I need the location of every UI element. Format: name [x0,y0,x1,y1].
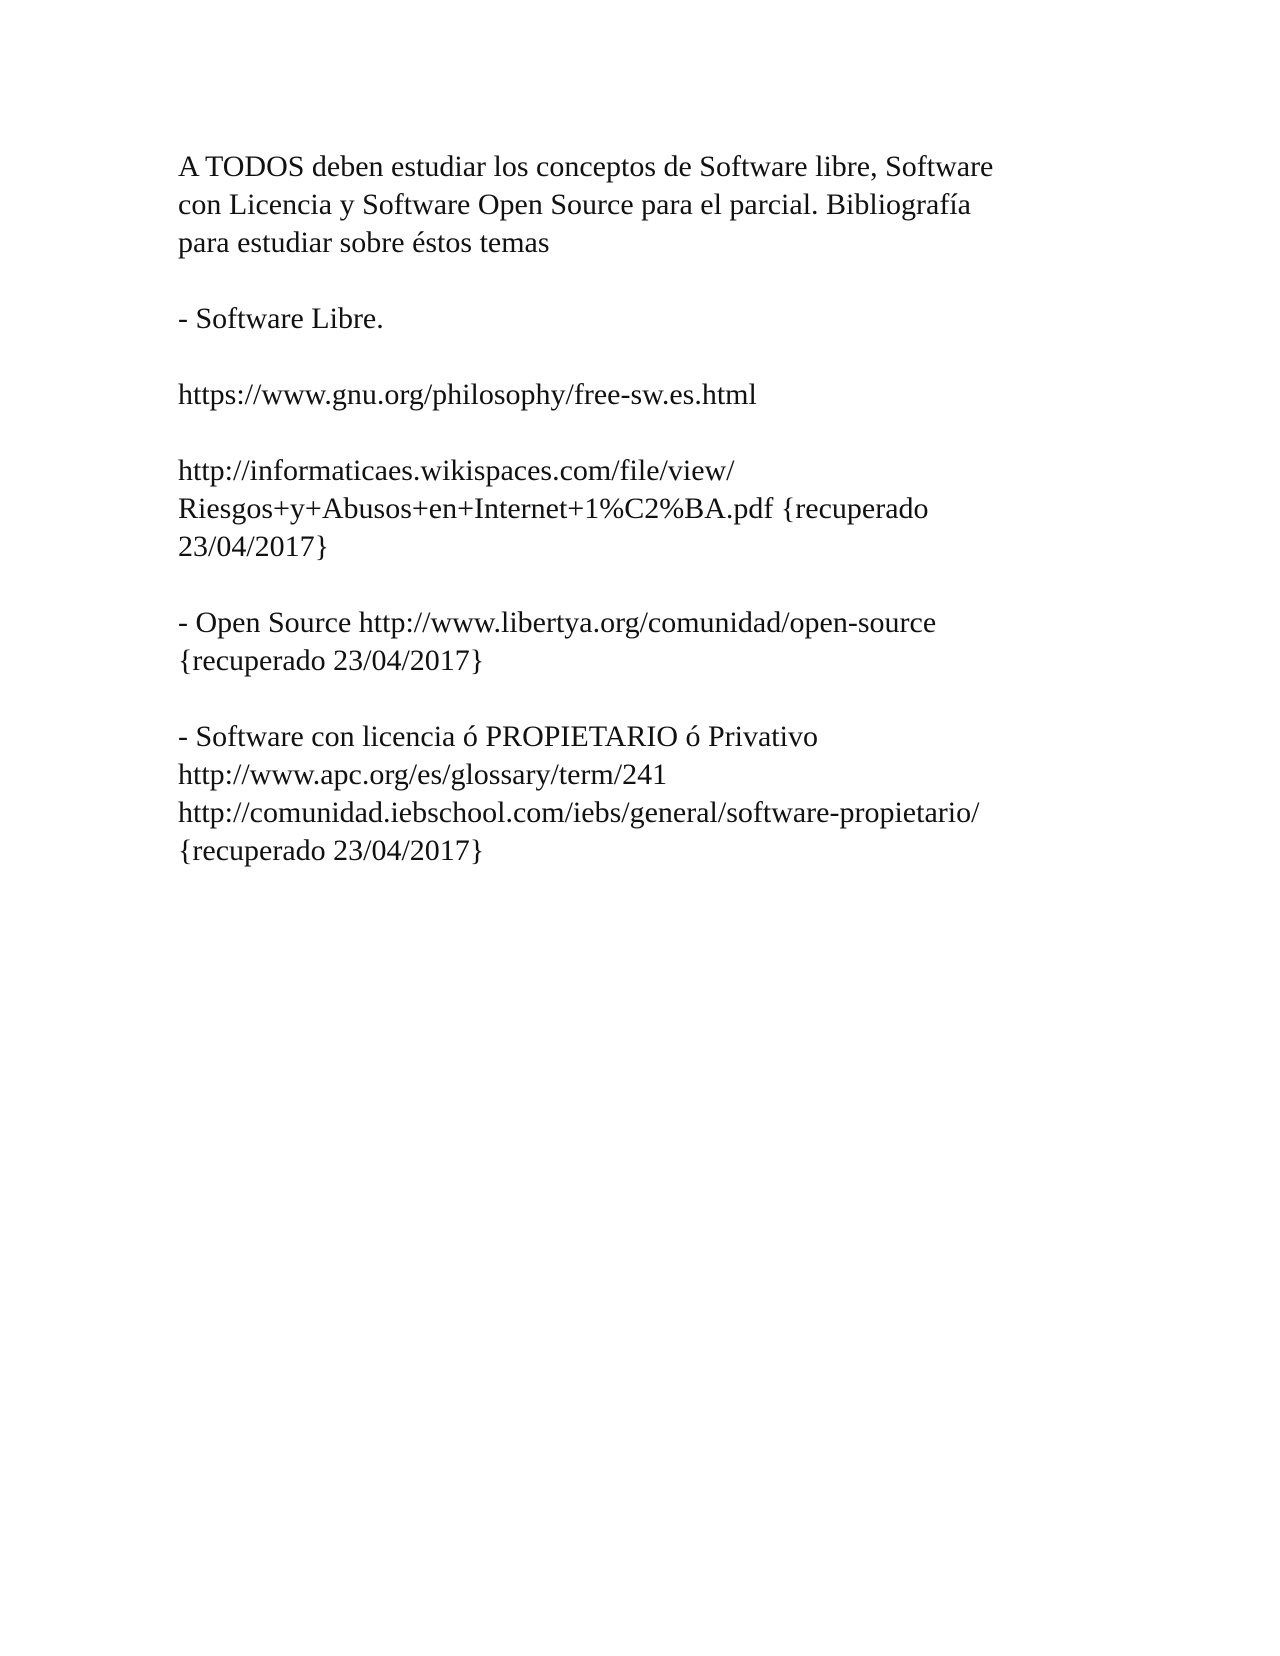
propietario-paragraph [178,718,1098,870]
section-heading-text: - Software Libre. [178,302,384,335]
open-source-paragraph [178,604,1098,680]
wikispaces-date-line: 23/04/2017} [178,530,330,563]
iebschool-link[interactable]: http://comunidad.iebschool.com/iebs/general/software-propietario/ [178,796,980,829]
open-source-line[interactable]: - Open Source http://www.libertya.org/comunidad/open-source [178,606,937,639]
intro-line: A TODOS deben estudiar los conceptos de Software libre, Software [178,150,994,183]
intro-line: con Licencia y Software Open Source para el parcial. Bibliografía [178,188,971,221]
propietario-heading-line: - Software con licencia ó PROPIETARIO ó Privativo [178,720,818,753]
document-body [178,148,1098,908]
propietario-date-line: {recuperado 23/04/2017} [178,834,485,867]
intro-paragraph [178,148,1098,262]
wikispaces-link-line[interactable]: Riesgos+y+Abusos+en+Internet+1%C2%BA.pdf {recuperado [178,492,929,525]
gnu-link-paragraph [178,376,1098,414]
intro-line: para estudiar sobre éstos temas [178,226,550,259]
open-source-date-line: {recuperado 23/04/2017} [178,644,485,677]
wikispaces-link-paragraph [178,452,1098,566]
apc-link[interactable]: http://www.apc.org/es/glossary/term/241 [178,758,668,791]
gnu-link[interactable]: https://www.gnu.org/philosophy/free-sw.es.html [178,378,757,411]
wikispaces-link-line[interactable]: http://informaticaes.wikispaces.com/file/view/ [178,454,735,487]
software-libre-heading [178,300,1098,338]
